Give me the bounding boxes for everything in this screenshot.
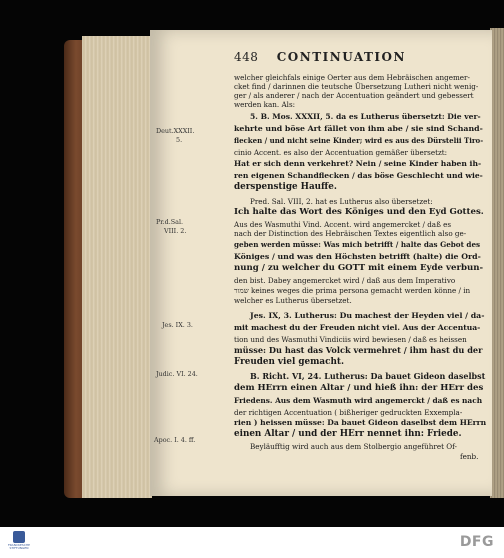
text-line: Hat er sich denn verkehret? Nein / seine Kinder haben ih- — [234, 159, 482, 168]
institution-logo[interactable] — [6, 531, 32, 553]
text-line: flecken / und nicht seine Kinder; wird es aus des Dürstelii Tiro- — [234, 136, 484, 145]
text-line: einen Altar / und der HErr nennet ihn: Friede. — [234, 429, 462, 439]
text-line: Jes. IX, 3. Lutherus: Du machest der Heyden viel / da- — [250, 311, 485, 320]
text-line: nach der Distinction des Hebräischen Textes eigentlich also ge- — [234, 229, 467, 238]
text-line: ger / als anderer / nach der Accentuation geändert und gebessert — [234, 91, 474, 100]
text-line: cinio Accent. es also der Accentuation gemäßer übersetzt: — [234, 148, 448, 157]
text-line: Freuden viel gemacht. — [234, 357, 345, 367]
margin-note: Jes. IX. 3. — [162, 321, 193, 329]
logo-text: FRANCKESCHE STIFTUNGEN — [7, 543, 31, 551]
text-line: derspenstige Hauffe. — [234, 182, 337, 192]
text-line: 5. B. Mos. XXXII, 5. da es Lutherus übersetzt: Die ver- — [250, 112, 481, 121]
text-line: ren eigenen Schandflecken / das böse Geschlecht und wie- — [234, 171, 483, 180]
text-line: Friedens. Aus dem Wasmuth wird angemerckt / daß es nach — [234, 396, 483, 405]
text-line: Königes / und was den Höchsten betrifft (halte) die Ord- — [234, 252, 481, 261]
text-line: welcher es Lutherus übersetzet. — [234, 296, 352, 305]
page-number: 448 — [234, 50, 259, 64]
text-line: welcher gleichfals einige Oerter aus dem Hebräischen angemer- — [234, 73, 470, 82]
margin-note: 5. — [176, 136, 183, 144]
text-line: geben werden müsse: Was mich betrifft / halte das Gebot des — [234, 240, 481, 249]
text-line: mit machest du der Freuden nicht viel. Aus der Accentua- — [234, 323, 481, 332]
dfg-logo[interactable]: DFG — [459, 534, 494, 550]
catchword: fenb. — [460, 452, 479, 461]
book-page — [150, 30, 492, 496]
text-line: cket find / darinnen die teutsche Übersetzung Lutheri nicht wenig- — [234, 82, 479, 91]
running-head: CONTINUATION — [276, 50, 406, 64]
margin-note: Deut.XXXII. — [156, 127, 195, 135]
page-edges — [82, 36, 152, 498]
text-line: שמור keines weges die prima persona gemacht werden könne / in — [234, 286, 471, 295]
text-line: Ich halte das Wort des Königes und den Eyd Gottes. — [234, 207, 484, 217]
franckesche-stiftungen-icon — [13, 531, 25, 543]
page-header — [234, 50, 406, 64]
text-line: tion und des Wasmuthi Vindiciis wird bewiesen / daß es heissen — [234, 335, 467, 344]
text-line: nung / zu welcher du GOTT mit einem Eyde verbun- — [234, 263, 484, 273]
margin-note: Judic. VI. 24. — [156, 370, 198, 378]
text-line: Beyläufftig wird auch aus dem Stolbergio angeführet Of- — [250, 442, 457, 451]
text-line: Pred. Sal. VIII, 2. hat es Lutherus also übersetzet: — [250, 197, 433, 206]
margin-note: Apoc. I. 4. ff. — [154, 436, 196, 444]
text-line: B. Richt. VI, 24. Lutherus: Da bauet Gideon daselbst — [250, 371, 486, 381]
margin-note: VIII. 2. — [164, 227, 187, 235]
text-line: der richtigen Accentuation ( bißheriger gedruckten Exxempla- — [234, 408, 463, 417]
text-line: müsse: Du hast das Volck vermehret / ihm hast du der — [234, 345, 483, 355]
text-line: werden kan. Als: — [234, 100, 296, 109]
right-page-edges — [490, 28, 504, 498]
text-line: den bist. Dabey angemercket wird / daß aus dem Imperativo — [234, 276, 456, 285]
text-line: Aus des Wasmuthi Vind. Accent. wird angemercket / daß es — [234, 220, 452, 229]
text-line: kehrte und böse Art fället von ihm abe / sie sind Schand- — [234, 124, 483, 133]
text-line: rien ) heissen müsse: Da bauet Gideon daselbst dem HErrn — [234, 418, 487, 427]
margin-note: Pr.d.Sal. — [156, 218, 184, 226]
text-line: dem HErrn einen Altar / und hieß ihn: der HErr des — [234, 383, 484, 393]
viewer-footer — [0, 527, 504, 558]
